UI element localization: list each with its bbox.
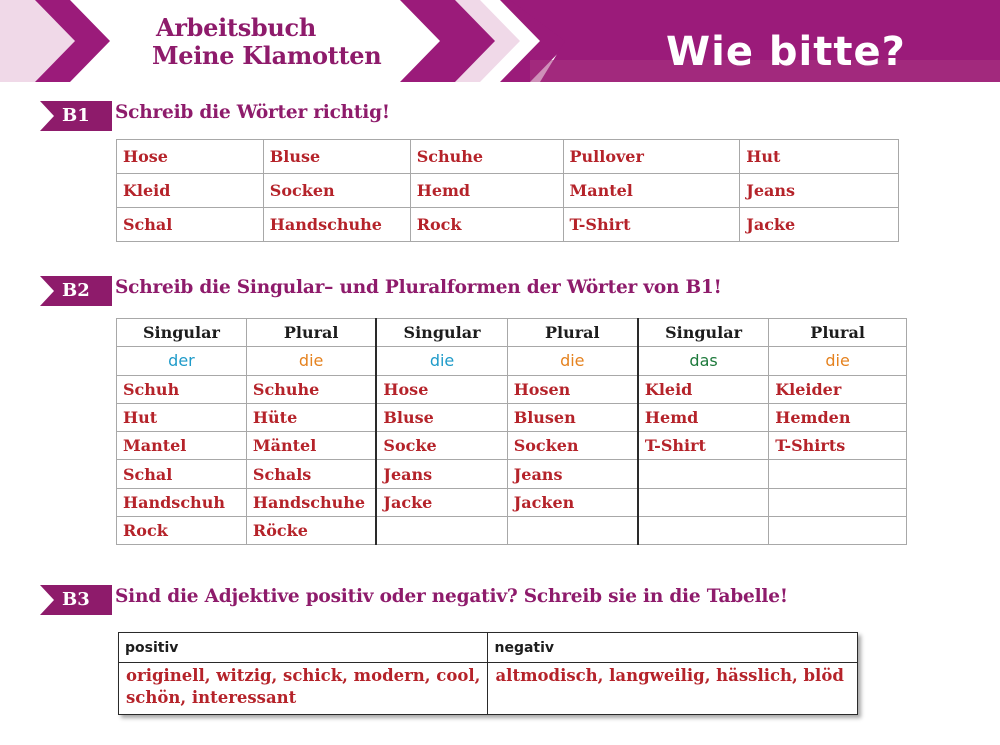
header-banner: [0, 0, 1000, 82]
b2-singular-plural-table: [116, 318, 907, 545]
section-label-b3: B3: [62, 589, 90, 610]
article-cell: das: [638, 347, 769, 375]
article-cell: die: [507, 347, 638, 375]
table-cell: Hut: [740, 140, 899, 174]
table-cell: Socken: [507, 432, 638, 460]
column-header: Plural: [246, 319, 376, 347]
table-row: [117, 375, 907, 403]
table-cell: T-Shirt: [563, 208, 740, 242]
table-cell: Kleider: [769, 375, 907, 403]
table-cell: Handschuhe: [263, 208, 410, 242]
table-cell: Blusen: [507, 403, 638, 431]
table-cell: Hemden: [769, 403, 907, 431]
table-cell: Hut: [117, 403, 247, 431]
table-cell: Handschuhe: [246, 488, 376, 516]
column-header: Singular: [638, 319, 769, 347]
column-header: Plural: [769, 319, 907, 347]
section-label-b1: B1: [62, 105, 90, 126]
table-row: [117, 432, 907, 460]
table-cell: Schuh: [117, 375, 247, 403]
section-label-b2: B2: [62, 280, 90, 301]
book-title-line2: Meine Klamotten: [152, 41, 382, 70]
section-title-b1: Schreib die Wörter richtig!: [115, 102, 390, 123]
table-cell: [769, 460, 907, 488]
table-cell: Jacken: [507, 488, 638, 516]
table-cell: Hüte: [246, 403, 376, 431]
table-cell: Schuhe: [246, 375, 376, 403]
table-cell: [638, 488, 769, 516]
table-cell: Rock: [410, 208, 563, 242]
article-row: [117, 347, 907, 375]
table-header-row: [117, 319, 907, 347]
brand-title: Wie bitte?: [666, 29, 906, 75]
table-row: [117, 140, 899, 174]
table-cell: Bluse: [376, 403, 507, 431]
table-cell: Hemd: [638, 403, 769, 431]
table-cell: Jeans: [376, 460, 507, 488]
column-header: Plural: [507, 319, 638, 347]
b3-adjective-table: [118, 632, 858, 715]
table-cell: Hose: [376, 375, 507, 403]
table-cell: T-Shirt: [638, 432, 769, 460]
table-cell: Röcke: [246, 517, 376, 545]
section-b3-header: [40, 585, 940, 615]
table-cell: Jeans: [740, 174, 899, 208]
table-cell: Mäntel: [246, 432, 376, 460]
column-header-negative: negativ: [488, 633, 858, 663]
table-cell: Handschuh: [117, 488, 247, 516]
book-title: [152, 14, 452, 70]
table-cell: Mantel: [563, 174, 740, 208]
table-cell: [769, 488, 907, 516]
table-cell: [638, 460, 769, 488]
table-cell: [769, 517, 907, 545]
column-header: Singular: [117, 319, 247, 347]
table-cell: [638, 517, 769, 545]
table-cell: Kleid: [638, 375, 769, 403]
section-title-b2: Schreib die Singular– und Pluralformen der Wörter von B1!: [115, 277, 722, 298]
table-cell: Hemd: [410, 174, 563, 208]
table-row: [117, 403, 907, 431]
table-row: [117, 517, 907, 545]
table-cell: Hose: [117, 140, 264, 174]
table-row: [117, 488, 907, 516]
table-cell: Schal: [117, 460, 247, 488]
table-cell: Jacke: [740, 208, 899, 242]
section-b2-header: [40, 276, 840, 306]
article-cell: die: [769, 347, 907, 375]
table-row: [119, 663, 858, 715]
article-cell: die: [246, 347, 376, 375]
table-header-row: [119, 633, 858, 663]
table-row: [117, 460, 907, 488]
positive-adjectives-cell: originell, witzig, schick, modern, cool, schön, interessant: [119, 663, 488, 715]
table-cell: Mantel: [117, 432, 247, 460]
table-row: [117, 208, 899, 242]
table-cell: Jacke: [376, 488, 507, 516]
table-row: [117, 174, 899, 208]
table-cell: Hosen: [507, 375, 638, 403]
table-cell: Jeans: [507, 460, 638, 488]
column-header: Singular: [376, 319, 507, 347]
table-cell: Schal: [117, 208, 264, 242]
table-cell: Rock: [117, 517, 247, 545]
table-cell: Kleid: [117, 174, 264, 208]
table-cell: T-Shirts: [769, 432, 907, 460]
b1-word-table: [116, 139, 899, 242]
table-cell: Schals: [246, 460, 376, 488]
section-badge-b2: [40, 276, 112, 306]
negative-adjectives-cell: altmodisch, langweilig, hässlich, blöd: [488, 663, 858, 715]
section-badge-b1: [40, 101, 112, 131]
section-b1-header: [40, 101, 540, 131]
table-cell: Socken: [263, 174, 410, 208]
section-badge-b3: [40, 585, 112, 615]
section-title-b3: Sind die Adjektive positiv oder negativ? Schreib sie in die Tabelle!: [115, 586, 788, 607]
table-cell: Bluse: [263, 140, 410, 174]
table-cell: Schuhe: [410, 140, 563, 174]
table-cell: Socke: [376, 432, 507, 460]
table-cell: [507, 517, 638, 545]
article-cell: die: [376, 347, 507, 375]
table-cell: [376, 517, 507, 545]
book-title-line1: Arbeitsbuch: [156, 13, 317, 42]
column-header-positive: positiv: [119, 633, 488, 663]
table-cell: Pullover: [563, 140, 740, 174]
article-cell: der: [117, 347, 247, 375]
